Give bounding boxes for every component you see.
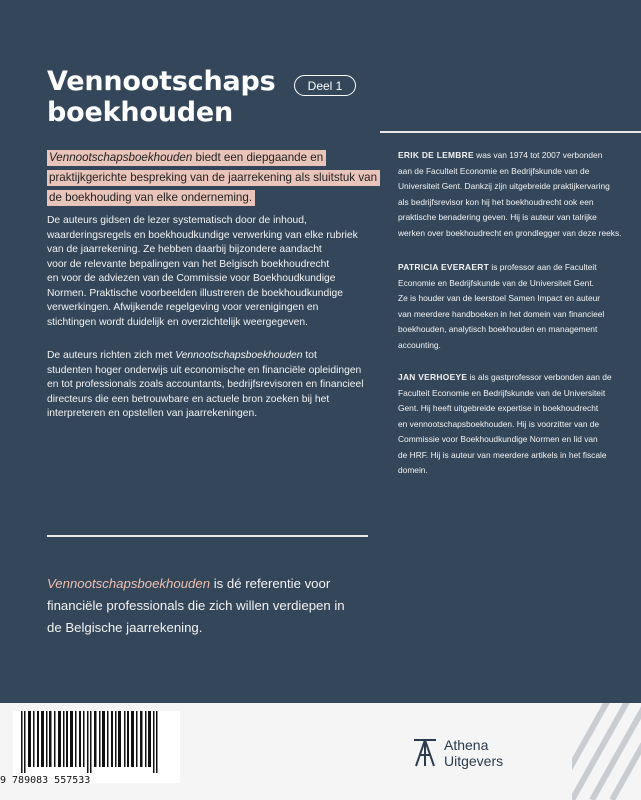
bio-line: en vennootschapsboekhouden. Hij is voorzitter van de [398,418,600,429]
tagline-line-1: is dé referentie voor [210,576,331,591]
bio-line: werken over boekhoudrecht en grondlegger van deze reeks. [398,227,622,238]
intro-italic-title: Vennootschapsboekhouden [49,151,193,164]
athena-logo-icon [412,738,438,768]
volume-badge: Deel 1 [294,75,356,96]
tagline [47,573,377,639]
author-bio-verhoeye [398,370,618,479]
tagline-line-2: financiële professionals die zich willen verdiepen in [47,598,345,613]
bio-text: is professor aan de Faculteit [489,262,597,272]
bio-line: accounting. [398,339,441,350]
para1-line: verwerkingen. Afwijkende regelgeving voor verenigingen en [47,302,319,313]
para1-line: en voor de adviezen van de Commissie voor Boekhoudkundige [47,273,336,284]
stripes-pattern-icon [572,703,641,800]
para2-end: tot [302,350,317,361]
author-name: PATRICIA EVERAERT [398,262,490,272]
para1-line: stichtingen wordt duidelijk en overzichtelijk weergegeven. [47,316,308,328]
bio-line: domein. [398,465,428,475]
middle-divider [47,535,368,537]
para1-line: waarderingsregels en boekhoudkundige verwerking van elke rubriek [47,229,358,241]
publisher-logo [412,738,552,768]
publisher-line-1: Athena [444,737,489,753]
publisher-line-2: Uitgevers [444,753,504,769]
bio-text: was van 1974 tot 2007 verbonden [473,150,603,160]
description-paragraph-2 [47,349,369,422]
bio-line: de HRF. Hij is auteur van meerdere artikels in het fiscale [398,449,607,460]
isbn-number: 9 789083 557533 [0,775,91,786]
para2-line: directeurs die een betrouwbare en actuele bron zoeken bij het [47,393,330,405]
para2-line: studenten hoger onderwijs uit economische en financiële opleidingen [47,364,362,376]
author-name: ERIK DE LEMBRE [398,150,474,160]
para1-line: De auteurs gidsen de lezer systematisch door de inhoud, [47,215,307,226]
top-divider [380,131,641,133]
bio-line: Universiteit Gent. Dankzij zijn uitgebreide praktijkervaring [398,181,610,191]
intro-line-1: biedt een diepgaande en [192,151,324,164]
title-line-1: Vennootschaps [47,66,276,97]
tagline-italic-title: Vennootschapsboekhouden [47,576,211,591]
title-line-2: boekhouden [47,97,233,128]
tagline-line-3: de Belgische jaarrekening. [47,620,203,635]
publisher-name [444,737,503,769]
intro-line-3: de boekhouding van elke onderneming. [47,190,255,206]
author-bio-everaert [398,260,618,353]
intro-highlight [47,148,378,208]
barcode-bars-icon [13,711,180,775]
bio-line: Gent. Hij heeft uitgebreide expertise in boekhoudrecht [398,403,599,413]
para1-line: voor de relevante bepalingen van het Belgisch boekhoudrecht [47,258,330,270]
author-bio-de-lembre [398,148,622,241]
book-title [47,66,276,128]
decorative-stripes [572,703,641,800]
bio-line: Commissie voor Boekhoudkundige Normen en lid van [398,434,598,444]
intro-line-2: praktijkgerichte bespreking van de jaarrekening als sluitstuk van [47,170,380,186]
bio-line: Faculteit Economie en Bedrijfskunde van de Universiteit [398,387,606,398]
bio-line: praktische benadering geven. Hij is auteur van talrijke [398,212,597,222]
para1-line: van de jaarrekening. Ze hebben daarbij bijzondere aandacht [47,244,322,255]
para2-line: en tot professionals zoals accountants, bedrijfsrevisoren en financieel [47,379,364,390]
para2-start: De auteurs richten zich met [47,350,176,361]
bio-line: aan de Faculteit Economie en Bedrijfskunde van de [398,165,590,176]
barcode [13,711,180,783]
bio-line: Economie en Bedrijfskunde van de Universiteit Gent. [398,277,594,288]
para1-line: Normen. Praktische voorbeelden illustreren de boekhoudkundige [47,287,343,299]
bio-line: Ze is houder van de leerstoel Samen Impact en auteur [398,293,601,303]
description-paragraph-1 [47,214,369,330]
bio-line: van meerdere handboeken in het domein van financieel [398,308,605,319]
bio-text: is als gastprofessor verbonden aan de [467,372,612,382]
para2-italic-title: Vennootschapsboekhouden [175,350,303,361]
author-name: JAN VERHOEYE [398,372,468,382]
bio-line: boekhouden, analytisch boekhouden en management [398,324,598,334]
bio-line: als bedrijfsrevisor kon hij het boekhoudrecht ook een [398,196,594,207]
para2-line: interpreteren en opstellen van jaarrekeningen. [47,408,258,419]
